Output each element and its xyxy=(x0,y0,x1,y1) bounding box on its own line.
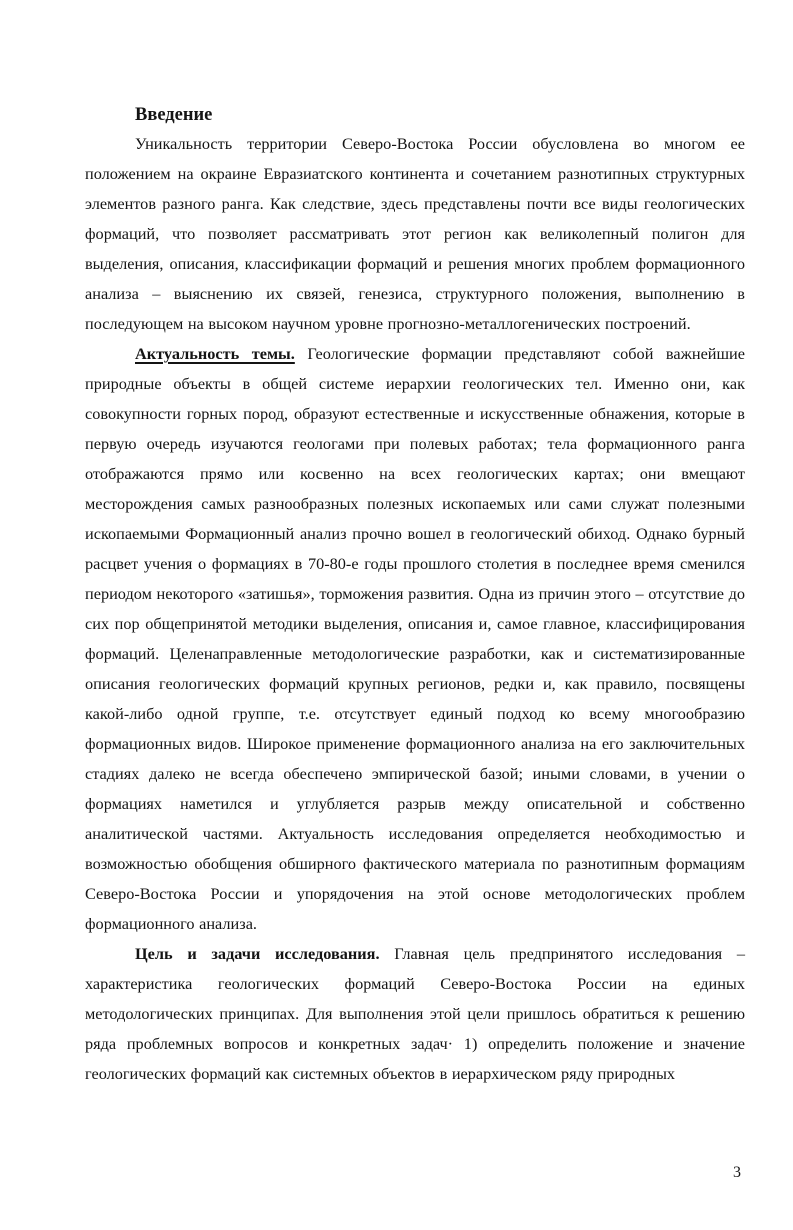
paragraph-relevance xyxy=(85,339,745,939)
page-content xyxy=(85,102,745,1089)
paragraph-intro-text: Уникальность территории Северо-Востока России обусловлена во многом ее положением на окраине Евразиатского континента и сочетанием разнотипных структурных элементов разного ранга. Как следствие, здесь представлены почти все виды геологических формаций, что позволяет рассматривать этот регион как великолепный полигон для выделения, описания, классификации формаций и решения многих проблем формационного анализа – выяснению их связей, генезиса, структурного положения, выполнению в последующем на высоком научном уровне прогнозно-металлогенических построений. xyxy=(85,134,745,333)
paragraph-goals xyxy=(85,939,745,1089)
page-number: 3 xyxy=(733,1164,741,1181)
paragraph-relevance-text: Геологические формации представляют собой важнейшие природные объекты в общей системе иерархии геологических тел. Именно они, как совокупности горных пород, образуют естественные и искусственные обнажения, которые в первую очередь изучаются геологами при полевых работах; тела формационного ранга отображаются прямо или косвенно на всех геологических картах; они вмещают месторождения самых разнообразных полезных ископаемых или сами служат полезными ископаемыми Формационный анализ прочно вошел в геологический обиход. Однако бурный расцвет учения о формациях в 70-80-е годы прошлого столетия в последнее время сменился периодом некоторого «затишья», торможения развития. Одна из причин этого – отсутствие до сих пор общепринятой методики выделения, описания и, самое главное, классифицирования формаций. Целенаправленные методологические разработки, как и систематизированные описания геологических формаций крупных регионов, редки и, как правило, посвящены какой-либо одной группе, т.е. отсутствует единый подход ко всему многообразию формационных видов. Широкое применение формационного анализа на его заключительных стадиях далеко не всегда обеспечено эмпирической базой; иными словами, в учении о формациях наметился и углубляется разрыв между описательной и собственно аналитической частями. Актуальность исследования определяется необходимостью и возможностью обобщения обширного фактического материала по разнотипным формациям Северо-Востока России и упорядочения на этой основе методологических проблем формационного анализа. xyxy=(85,344,745,933)
section-heading: Введение xyxy=(135,105,213,125)
paragraph-goals-text: Главная цель предпринятого исследования – характеристика геологических формаций Северо-Востока России на единых методологических принципах. Для выполнения этой цели пришлось обратиться к решению ряда проблемных вопросов и конкретных задач· 1) определить положение и значение геологических формаций как системных объектов в иерархическом ряду природных xyxy=(85,944,745,1083)
paragraph-relevance-lead: Актуальность темы. xyxy=(135,344,295,363)
paragraph-intro xyxy=(85,129,745,339)
paragraph-goals-lead: Цель и задачи исследования. xyxy=(135,944,380,963)
